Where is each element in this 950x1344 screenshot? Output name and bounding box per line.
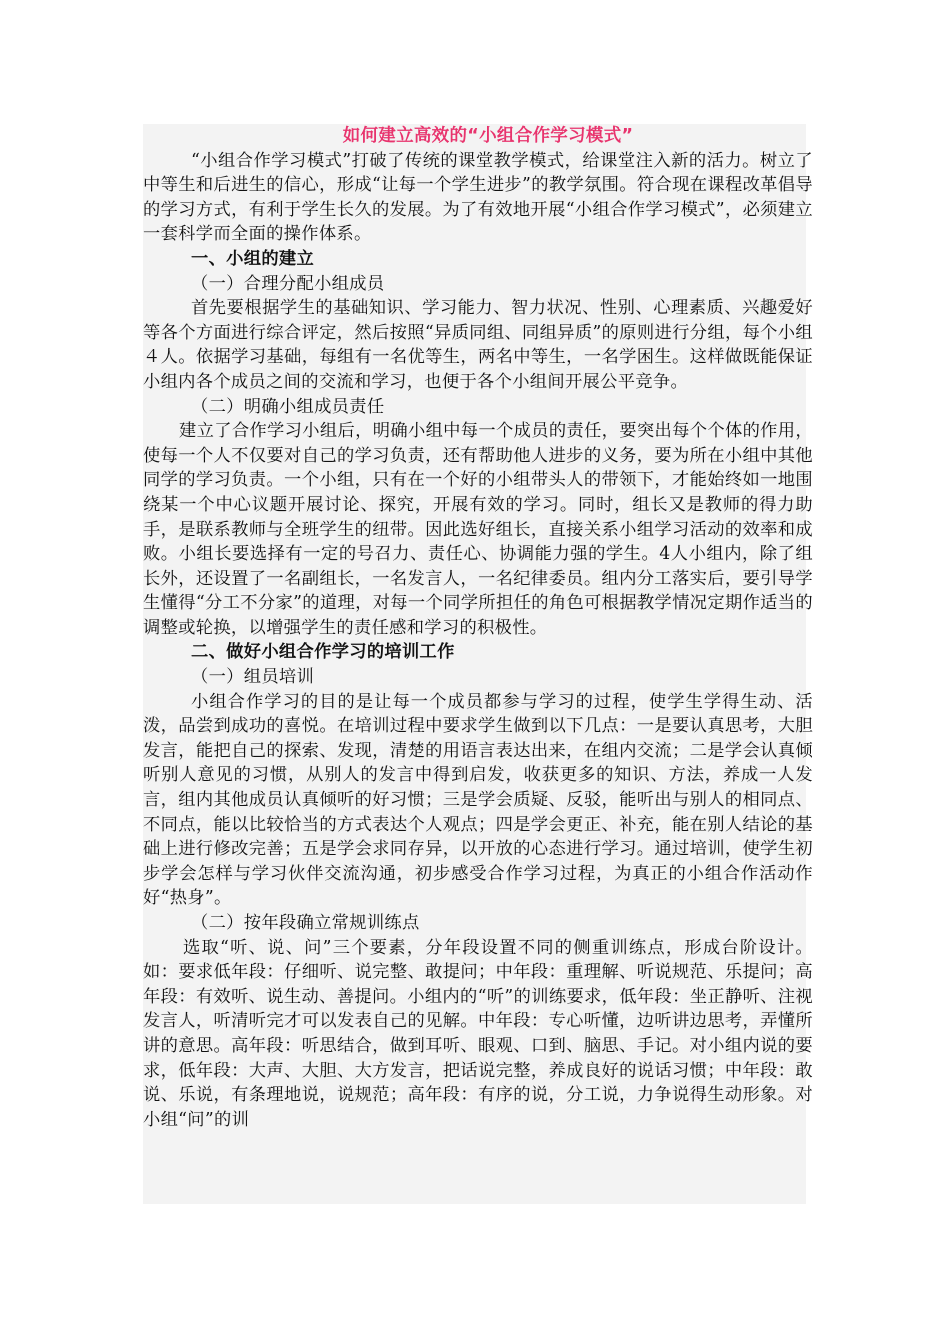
- section-heading-2: 二、做好小组合作学习的培训工作: [191, 642, 455, 663]
- section-heading-1: 一、小组的建立: [191, 248, 315, 269]
- paragraph-2-1: 小组合作学习的目的是让每一个成员都参与学习的过程，使学生学得生动、活泼，品尝到成功的喜悦。在培训过程中要求学生做到以下几点：一是要认真思考，大胆发言，能把自己的探索、发现，清楚的用语言表达出来，在组内交流；二是学会认真倾听别人意见的习惯，从别人的发言中得到启发，收获更多的知识、方法，养成一人发言，组内其他成员认真倾听的好习惯；三是学会质疑、反驳，能听出与别人的相同点、不同点，能以比较恰当的方式表达个人观点；四是学会更正、补充，能在别人结论的基础上进行修改完善；五是学会求同存异，以开放的心态进行学习。通过培训，使学生初步学会怎样与学习伙伴交流沟通，初步感受合作学习过程，为真正的小组合作活动作好“热身”。: [143, 691, 813, 909]
- paragraph-1-1: 首先要根据学生的基础知识、学习能力、智力状况、性别、心理素质、兴趣爱好等各个方面进行综合评定，然后按照“异质同组、同组异质”的原则进行分组，每个小组４人。依据学习基础，每组有一名优等生，两名中等生，一名学困生。这样做既能保证小组内各个成员之间的交流和学习，也便于各个小组间开展公平竞争。: [143, 298, 813, 392]
- document-body: [143, 124, 813, 1132]
- paragraph-2-2: 选取“听、说、问”三个要素，分年段设置不同的侧重训练点，形成台阶设计。如：要求低年段：仔细听、说完整、敢提问；中年段：重理解、听说规范、乐提问；高年段：有效听、说生动、善提问。小组内的“听”的训练要求，低年段：坐正静听、注视发言人，听清听完才可以发表自己的见解。中年段：专心听懂，边听讲边思考，弄懂所讲的意思。高年段：听思结合，做到耳听、眼观、口到、脑思、手记。对小组内说的要求，低年段：大声、大胆、大方发言，把话说完整，养成良好的说话习惯；中年段：敢说、乐说，有条理地说，说规范；高年段：有序的说，分工说，力争说得生动形象。对小组“问”的训: [143, 937, 813, 1130]
- paragraph-1-2: 建立了合作学习小组后，明确小组中每一个成员的责任，要突出每个个体的作用，使每一个人不仅要对自己的学习负责，还有帮助他人进步的义务，要为所在小组中其他同学的学习负责。一个小组，只有在一个好的小组带头人的带领下，才能始终如一地围绕某一个中心议题开展讨论、探究，开展有效的学习。同时，组长又是教师的得力助手，是联系教师与全班学生的纽带。因此选好组长，直接关系小组学习活动的效率和成败。小组长要选择有一定的号召力、责任心、协调能力强的学生。4人小组内，除了组长外，还设置了一名副组长，一名发言人，一名纪律委员。组内分工落实后，要引导学生懂得“分工不分家”的道理，对每一个同学所担任的角色可根据教学情况定期作适当的调整或轮换，以增强学生的责任感和学习的积极性。: [143, 421, 813, 638]
- document-title: 如何建立高效的“小组合作学习模式”: [342, 126, 634, 146]
- intro-paragraph: “小组合作学习模式”打破了传统的课堂教学模式，给课堂注入新的活力。树立了中等生和后进生的信心，形成“让每一个学生进步”的教学氛围。符合现在课程改革倡导的学习方式，有利于学生长久的发展。为了有效地开展“小组合作学习模式”，必须建立一套科学而全面的操作体系。: [143, 150, 813, 245]
- subsection-heading-2-1: （一）组员培训: [191, 667, 315, 688]
- subsection-heading-2-2: （二）按年段确立常规训练点: [191, 913, 420, 933]
- subsection-heading-1-2: （二）明确小组成员责任: [191, 396, 385, 417]
- subsection-heading-1-1: （一）合理分配小组成员: [191, 273, 385, 294]
